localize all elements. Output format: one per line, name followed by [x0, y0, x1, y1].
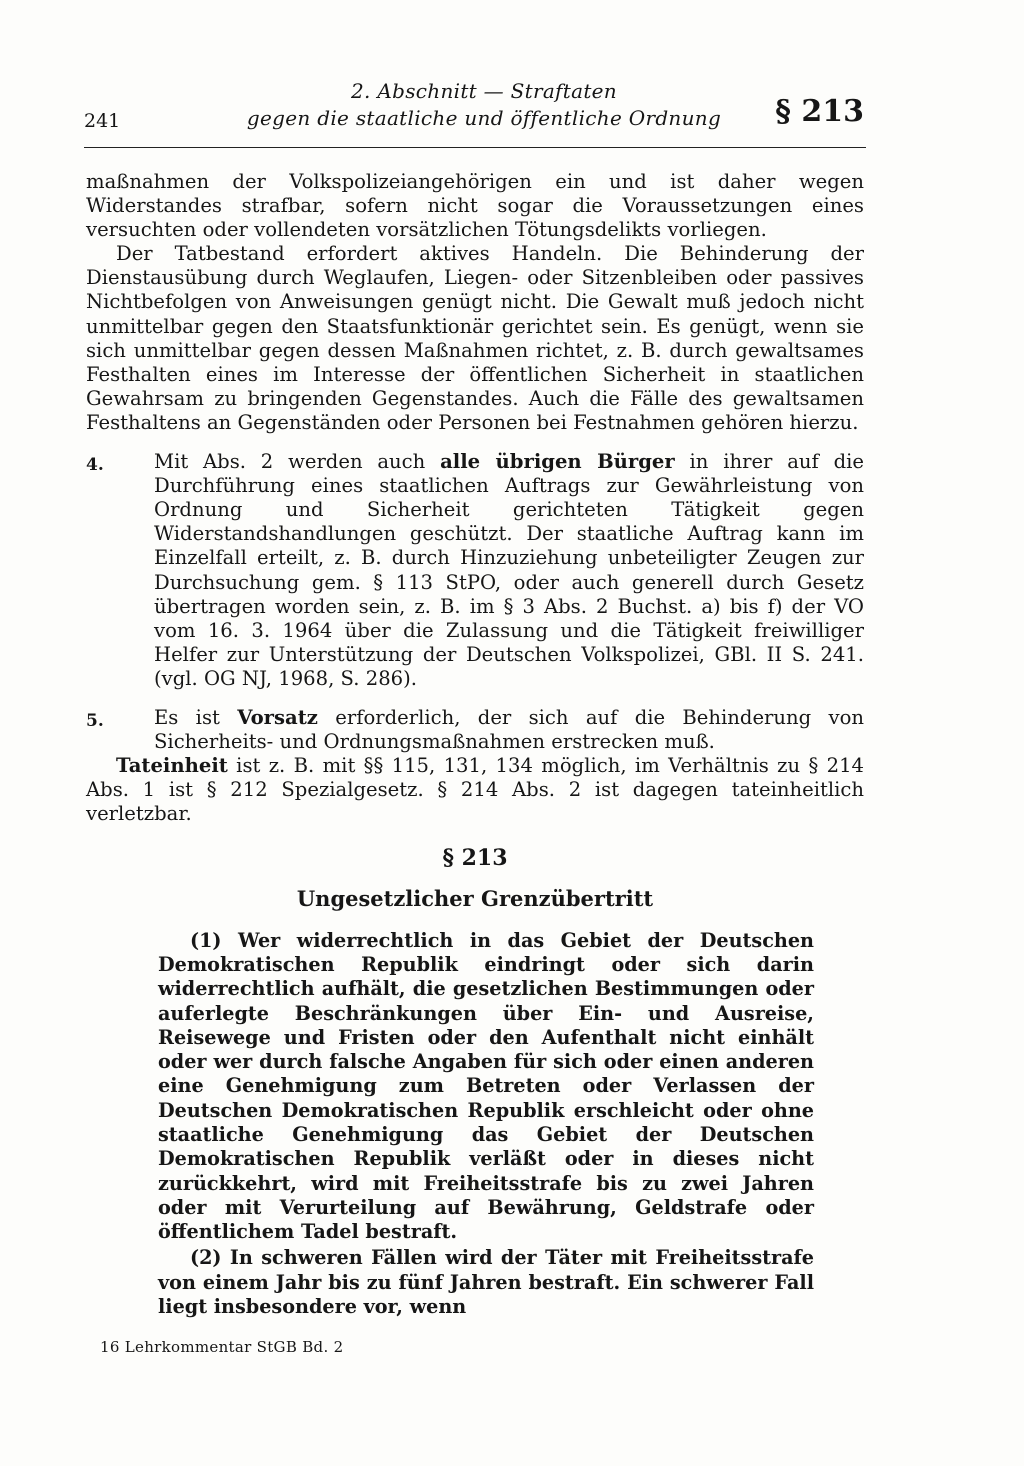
note-5: [86, 706, 864, 754]
note-4: [86, 450, 864, 691]
tateinheit-text: ist z. B. mit §§ 115, 131, 134 möglich, im Verhältnis zu § 214 Abs. 1 ist § 212 Spezialgesetz. § 214 Abs. 2 ist dagegen tateinheitlich verletzbar.: [86, 754, 864, 826]
tateinheit-emphasis: Tateinheit: [116, 754, 228, 778]
header-divider: [84, 147, 866, 148]
paragraph-tateinheit: [86, 754, 864, 826]
note-4-emphasis: alle übrigen Bürger: [440, 450, 675, 474]
note-4-number: 4.: [86, 455, 104, 476]
note-4-text-a: Mit Abs. 2 werden auch: [154, 450, 426, 474]
law-section-title: Ungesetzlicher Grenzübertritt: [296, 885, 654, 911]
statute-paragraph-1: (1) Wer widerrechtlich in das Gebiet der Deutschen Demokratischen Republik eindringt oder sich darin widerrechtlich aufhält, die gesetzlichen Bestimmungen oder auferlegte Beschränkungen über Ein- und Ausreise, Reisewege und Fristen oder den Aufenthalt nicht einhält oder wer durch falsche Angaben für sich oder einen anderen eine Genehmigung zum Betreten oder Verlassen der Deutschen Demokratischen Republik erschleicht oder ohne staatliche Genehmigung das Gebiet der Deutschen Demokratischen Republik verläßt oder in dieses nicht zurückkehrt, wird mit Freiheitsstrafe bis zu zwei Jahren oder mit Verurteilung auf Bewährung, Geldstrafe oder öffentlichem Tadel bestraft.: [158, 928, 814, 1244]
page-number: 241: [84, 110, 121, 132]
running-title-line-1: 2. Abschnitt — Straftaten: [351, 79, 617, 103]
commentary-body: [86, 170, 864, 1319]
note-5-emphasis: Vorsatz: [237, 705, 318, 729]
note-5-text-b: erforderlich, der sich auf die Behinderung von Sicherheits- und Ordnungsmaßnahmen erstrecken muß.: [154, 705, 864, 754]
paragraph-continued: maßnahmen der Volkspolizeiangehörigen ein und ist daher wegen Widerstandes strafbar, sofern nicht sogar die Voraussetzungen eines versuchten oder vollendeten vorsätzlichen Tötungsdelikts vorliegen.: [86, 170, 864, 242]
running-title-line-2: gegen die staatliche und öffentliche Ordnung: [246, 106, 722, 130]
law-section-number: § 213: [442, 845, 508, 872]
paragraph-tatbestand: Der Tatbestand erfordert aktives Handeln. Die Behinderung der Dienstausübung durch Weglaufen, Liegen- oder Sitzenbleiben oder passives Nichtbefolgen von Anweisungen genügt nicht. Die Gewalt muß jedoch nicht unmittelbar gegen den Staatsfunktionär gerichtet sein. Es genügt, wenn sie sich unmittelbar gegen dessen Maßnahmen richtet, z. B. durch gewaltsames Festhalten eines im Interesse der öffentlichen Sicherheit in staatlichen Gewahrsam zu bringenden Gegenstandes. Auch die Fälle des gewaltsamen Festhaltens an Gegenständen oder Personen bei Festnahmen gehören hierzu.: [86, 242, 864, 434]
statute-text: [158, 929, 814, 1320]
signature-footer: 16 Lehrkommentar StGB Bd. 2: [100, 1338, 344, 1356]
page-header: [84, 72, 864, 142]
note-5-text-a: Es ist: [154, 705, 220, 729]
note-4-text-b: in ihrer auf die Durchführung eines staatlichen Auftrags zur Gewährleistung von Ordnung und Sicherheit gerichteten Tätigkeit gegen Widerstandshandlungen geschützt. Der staatliche Auftrag kann im Einzelfall erteilt, z. B. durch Hinzuziehung unbeteiligter Zeugen zur Durchsuchung gem. § 113 StPO, oder auch generell durch Gesetz übertragen worden sein, z. B. im § 3 Abs. 2 Buchst. a) bis f) der VO vom 16. 3. 1964 über die Zulassung und die Tätigkeit freiwilliger Helfer zur Unterstützung der Deutschen Volkspolizei, GBl. II S. 241. (vgl. OG NJ, 1968, S. 286).: [154, 450, 865, 690]
statute-paragraph-2: (2) In schweren Fällen wird der Täter mit Freiheitsstrafe von einem Jahr bis zu fünf Jahren bestraft. Ein schwerer Fall liegt insbesondere vor, wenn: [158, 1246, 814, 1319]
running-title: [214, 78, 754, 132]
header-section-mark: § 213: [775, 94, 864, 129]
note-5-number: 5.: [86, 710, 104, 731]
